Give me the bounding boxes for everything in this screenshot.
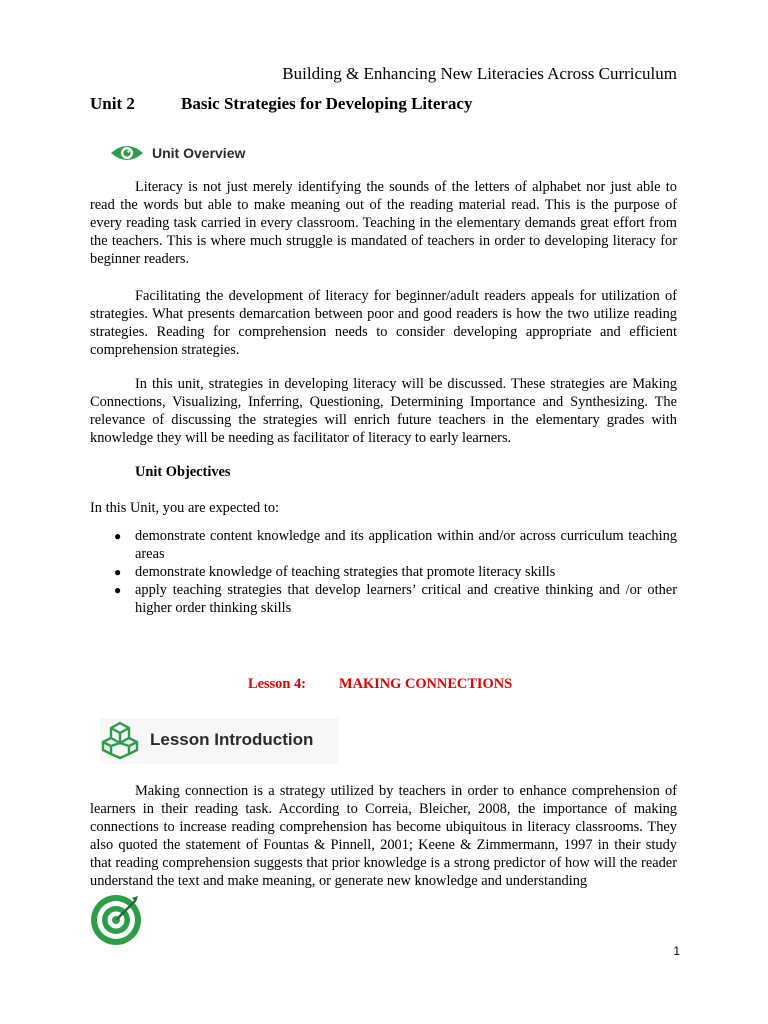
introduction-paragraph: Making connection is a strategy utilized by teachers in order to enhance comprehension of learners in their reading task. According to Correia, Bleicher, 2008, the importance of making connections to increase reading comprehension has become ubiquitous in literacy classrooms. They also quoted the statement of Fountas & Pinnell, 2001; Keene & Zimmermann, 1997 in their study that reading comprehension suggests that prior knowledge is a strong predictor of how will the reader understand the text and make meaning, or generate new knowledge and understanding [90, 783, 677, 889]
list-item: ● demonstrate content knowledge and its application within and/or across curriculum teaching areas [114, 528, 677, 562]
objectives-heading: Unit Objectives [135, 464, 231, 480]
eye-icon [110, 143, 144, 163]
bullet-icon: ● [114, 583, 122, 597]
overview-paragraph-2: Facilitating the development of literacy for beginner/adult readers appeals for utilization of strategies. What presents demarcation between poor and good readers is how the two utilize reading strategies. Reading for comprehension needs to consider developing appropriate and efficient comprehension strategies. [90, 288, 677, 358]
running-header: Building & Enhancing New Literacies Across Curriculum [282, 64, 677, 83]
list-item: ● apply teaching strategies that develop learners’ critical and creative thinking and /or other higher order thinking skills [114, 582, 677, 616]
box-icon [100, 720, 140, 760]
overview-paragraph-1: Literacy is not just merely identifying the sounds of the letters of alphabet nor just able to read the words but able to make meaning out of the reading material read. This is the purpose of every reading task carried in every classroom. Teaching in the elementary demands great effort from the teachers. This is where much struggle is mandated of teachers in order to developing literacy for beginner readers. [90, 179, 677, 267]
lesson-introduction-label: Lesson Introduction [150, 730, 314, 749]
objectives-intro: In this Unit, you are expected to: [90, 500, 280, 516]
unit-overview-badge [110, 143, 245, 163]
unit-heading [90, 94, 473, 114]
page-number: 1 [673, 944, 680, 958]
unit-title: Basic Strategies for Developing Literacy [181, 94, 473, 113]
lesson-heading [248, 676, 513, 693]
unit-number: Unit 2 [90, 94, 135, 113]
bullet-icon: ● [114, 529, 122, 543]
unit-overview-label: Unit Overview [152, 145, 246, 161]
objectives-list [110, 527, 677, 617]
lesson-title: MAKING CONNECTIONS [339, 676, 513, 692]
list-item: ● demonstrate knowledge of teaching strategies that promote literacy skills [114, 564, 556, 580]
lesson-number: Lesson 4: [248, 676, 306, 692]
overview-paragraph-3: In this unit, strategies in developing literacy will be discussed. These strategies are Making Connections, Visualizing, Inferring, Questioning, Determining Importance and Synthesizing. The relevance of discussing the strategies will enrich future teachers in the elementary grades with knowledge they will be needing as facilitator of literacy to early learners. [90, 376, 677, 446]
lesson-introduction-badge [100, 718, 339, 764]
bullet-icon: ● [114, 565, 122, 579]
target-icon [90, 892, 144, 946]
